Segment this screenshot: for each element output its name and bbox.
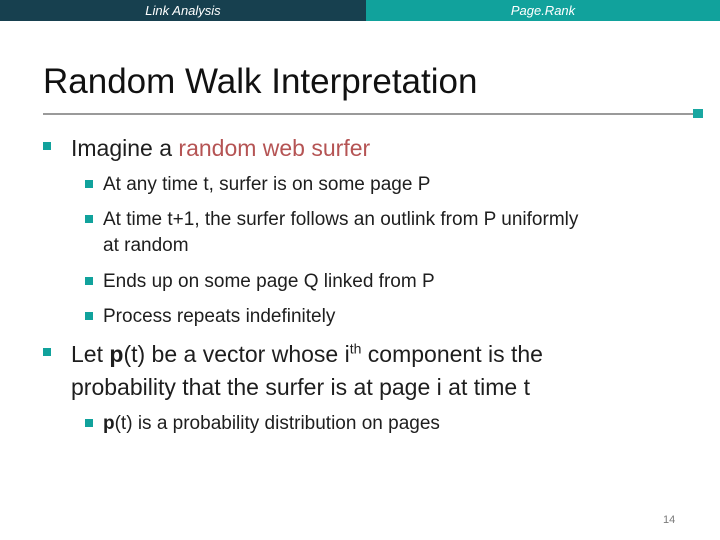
sub-bullet-text: At any time t, surfer is on some page P — [103, 174, 431, 195]
bullet-text: probability that the surfer is at page i at time t — [71, 374, 530, 400]
title-divider-accent — [693, 109, 703, 118]
text-run: (t) is a probability distribution on pages — [114, 413, 440, 434]
topic-label: Page.Rank — [366, 0, 720, 21]
bullet-text — [71, 338, 543, 371]
title-divider — [43, 113, 703, 115]
header-bar — [0, 0, 720, 21]
bullet-square-icon — [85, 215, 93, 223]
vector-symbol: p — [103, 413, 115, 434]
sub-bullet-text: At time t+1, the surfer follows an outlink from P uniformly — [103, 209, 579, 230]
sub-bullet-text — [103, 412, 440, 436]
bullet-text — [71, 132, 370, 165]
bullet-square-icon — [85, 419, 93, 427]
text-run: component is the — [361, 341, 543, 367]
section-label: Link Analysis — [0, 0, 366, 21]
bullet-square-icon — [85, 277, 93, 285]
sub-bullet-text: Process repeats indefinitely — [103, 306, 336, 327]
sub-bullet-text: at random — [103, 235, 189, 256]
text-run: Let — [71, 341, 110, 367]
page-number: 14 — [663, 514, 676, 526]
bullet-square-icon — [85, 312, 93, 320]
sub-bullet-text: Ends up on some page Q linked from P — [103, 271, 435, 292]
superscript: th — [349, 340, 362, 357]
highlighted-phrase: random web surfer — [178, 135, 371, 161]
bullet-square-icon — [43, 348, 51, 356]
bullet-square-icon — [85, 180, 93, 188]
text-run: (t) be a vector whose i — [123, 341, 350, 367]
bullet-prefix: Imagine a — [71, 135, 179, 161]
bullet-square-icon — [43, 142, 51, 150]
vector-symbol: p — [109, 341, 124, 367]
slide-title: Random Walk Interpretation — [43, 62, 478, 101]
